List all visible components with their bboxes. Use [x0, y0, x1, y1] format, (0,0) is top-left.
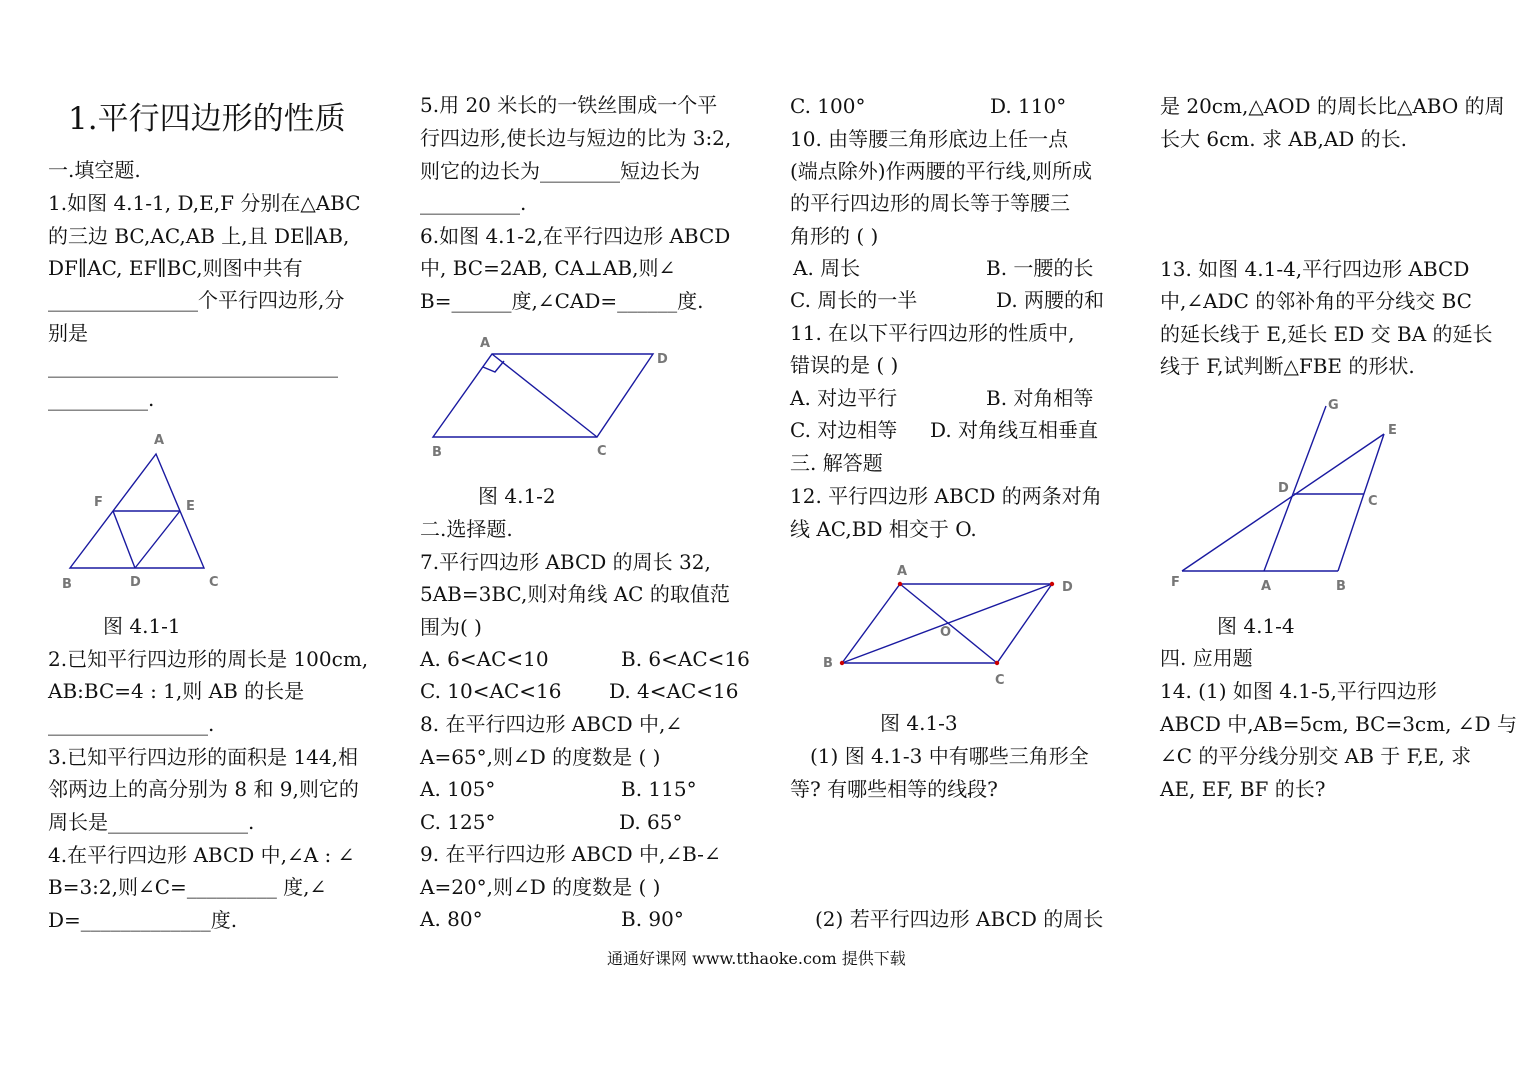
vertex-label: D — [130, 575, 141, 590]
vertex-label: C — [597, 444, 607, 459]
question-text: 行四边形,使长边与短边的比为 3:2, — [420, 126, 732, 150]
section-heading: 四. 应用题 — [1160, 646, 1253, 670]
question-text: 的三边 BC,AC,AB 上,且 DE∥AB, — [48, 224, 350, 248]
vertex-label: A — [480, 336, 491, 351]
question-text: 别是 — [48, 321, 88, 345]
option-a: A. 对边平行 — [790, 386, 898, 410]
option-d: D. 对角线互相垂直 — [930, 418, 1099, 442]
question-text: 3.已知平行四边形的面积是 144,相 — [48, 745, 358, 769]
figure-4-1-1 — [58, 428, 238, 602]
question-text: DF∥AC, EF∥BC,则图中共有 — [48, 256, 303, 280]
option-c: C. 周长的一半 — [790, 288, 918, 312]
vertex-label: C — [209, 575, 219, 590]
figure-4-1-3 — [820, 560, 1080, 699]
question-text: (端点除外)作两腰的平行线,则所成 — [790, 159, 1092, 183]
question-text: 7.平行四边形 ABCD 的周长 32, — [420, 550, 711, 574]
question-text: 5.用 20 米长的一铁丝围成一个平 — [420, 93, 718, 117]
footer-credit: 通通好课网 www.tthaoke.com 提供下载 — [607, 949, 906, 968]
question-text: 线 AC,BD 相交于 O. — [790, 517, 977, 541]
question-text: 的延长线于 E,延长 ED 交 BA 的延长 — [1160, 322, 1493, 346]
section-heading: 一.填空题. — [48, 158, 141, 182]
section-heading: 三. 解答题 — [790, 451, 883, 475]
question-text: 11. 在以下平行四边形的性质中, — [790, 321, 1075, 345]
option-d: D. 65° — [619, 810, 683, 834]
option-a: A. 105° — [420, 777, 496, 801]
question-text: ∠C 的平分线分别交 AB 于 F,E, 求 — [1160, 744, 1472, 768]
option-a: A. 6<AC<10 — [420, 647, 549, 671]
figure-4-1-4 — [1168, 392, 1408, 606]
question-text: 5AB=3BC,则对角线 AC 的取值范 — [420, 582, 730, 606]
question-text: 8. 在平行四边形 ABCD 中,∠ — [420, 712, 683, 736]
vertex-label: B — [1336, 579, 1346, 594]
vertex-label: F — [94, 495, 103, 510]
option-d: D. 两腰的和 — [996, 288, 1105, 312]
figure-caption: 图 4.1-4 — [1217, 614, 1295, 638]
vertex-label: C — [1368, 494, 1378, 509]
question-text: B=______度,∠CAD=______度. — [420, 289, 704, 313]
question-text: A=20°,则∠D 的度数是 ( ) — [420, 875, 661, 899]
question-text: D=_____________度. — [48, 908, 238, 932]
vertex-label: A — [897, 564, 908, 579]
vertex-label: O — [940, 625, 952, 640]
question-text: 12. 平行四边形 ABCD 的两条对角 — [790, 484, 1102, 508]
option-d: D. 4<AC<16 — [609, 679, 739, 703]
question-text: 13. 如图 4.1-4,平行四边形 ABCD — [1160, 257, 1470, 281]
answer-blank: __________. — [48, 387, 155, 411]
option-a: A. 80° — [420, 907, 483, 931]
option-b: B. 115° — [621, 777, 697, 801]
figure-4-1-2 — [425, 330, 685, 474]
question-text: 周长是______________. — [48, 810, 255, 834]
option-b: B. 6<AC<16 — [621, 647, 750, 671]
question-text: 角形的 ( ) — [790, 224, 879, 248]
vertex-label: E — [186, 499, 195, 514]
question-text: A=65°,则∠D 的度数是 ( ) — [420, 745, 661, 769]
question-text: 长大 6cm. 求 AB,AD 的长. — [1160, 127, 1408, 151]
question-text: 10. 由等腰三角形底边上任一点 — [790, 127, 1069, 151]
figure-caption: 图 4.1-2 — [478, 484, 556, 508]
question-text: 中,∠ADC 的邻补角的平分线交 BC — [1160, 289, 1472, 313]
option-b: B. 一腰的长 — [986, 256, 1094, 280]
vertex-label: F — [1171, 575, 1180, 590]
question-text: 围为( ) — [420, 615, 482, 639]
figure-caption: 图 4.1-1 — [103, 614, 181, 638]
question-text: B=3:2,则∠C=_________ 度,∠ — [48, 875, 327, 899]
question-text: _______________个平行四边形,分 — [48, 288, 345, 312]
vertex-label: B — [823, 656, 833, 671]
page-title: 1.平行四边形的性质 — [68, 101, 346, 137]
option-a: A. 周长 — [793, 256, 861, 280]
vertex-label: G — [1328, 398, 1339, 413]
question-text: 则它的边长为________短边长为 — [420, 159, 700, 183]
question-text: 6.如图 4.1-2,在平行四边形 ABCD — [420, 224, 731, 248]
vertex-label: D — [657, 352, 668, 367]
option-b: B. 对角相等 — [986, 386, 1094, 410]
question-text: (1) 图 4.1-3 中有哪些三角形全 — [810, 744, 1089, 768]
question-text: 是 20cm,△AOD 的周长比△ABO 的周 — [1160, 94, 1505, 118]
question-text: 14. (1) 如图 4.1-5,平行四边形 — [1160, 679, 1437, 703]
vertex-label: A — [1261, 579, 1272, 594]
vertex-label: B — [432, 445, 442, 460]
answer-blank: _____________________________ — [48, 354, 338, 378]
question-text: 2.已知平行四边形的周长是 100cm, — [48, 647, 369, 671]
option-b: B. 90° — [621, 907, 684, 931]
question-text: (2) 若平行四边形 ABCD 的周长 — [815, 907, 1104, 931]
question-text: 中, BC=2AB, CA⊥AB,则∠ — [420, 256, 676, 280]
question-text: AE, EF, BF 的长? — [1160, 777, 1326, 801]
question-text: 9. 在平行四边形 ABCD 中,∠B-∠ — [420, 842, 721, 866]
option-c: C. 100° — [790, 94, 866, 118]
vertex-label: D — [1062, 580, 1073, 595]
vertex-label: A — [154, 433, 165, 448]
question-text: 错误的是 ( ) — [790, 353, 899, 377]
vertex-label: D — [1278, 481, 1289, 496]
question-text: 等? 有哪些相等的线段? — [790, 777, 998, 801]
vertex-label: E — [1388, 423, 1397, 438]
section-heading: 二.选择题. — [420, 517, 513, 541]
question-text: ABCD 中,AB=5cm, BC=3cm, ∠D 与 — [1160, 712, 1517, 736]
vertex-label: B — [62, 577, 72, 592]
option-c: C. 对边相等 — [790, 418, 898, 442]
question-text: 1.如图 4.1-1, D,E,F 分别在△ABC — [48, 191, 361, 215]
question-text: AB:BC=4 : 1,则 AB 的长是 — [48, 679, 305, 703]
question-text: 邻两边上的高分别为 8 和 9,则它的 — [48, 777, 359, 801]
option-d: D. 110° — [990, 94, 1067, 118]
option-c: C. 125° — [420, 810, 496, 834]
vertex-label: C — [995, 673, 1005, 688]
question-text: 线于 F,试判断△FBE 的形状. — [1160, 354, 1415, 378]
question-text: 的平行四边形的周长等于等腰三 — [790, 191, 1070, 215]
answer-blank: __________. — [420, 191, 527, 215]
answer-blank: ________________. — [48, 712, 215, 736]
figure-caption: 图 4.1-3 — [880, 711, 958, 735]
option-c: C. 10<AC<16 — [420, 679, 562, 703]
question-text: 4.在平行四边形 ABCD 中,∠A : ∠ — [48, 843, 355, 867]
